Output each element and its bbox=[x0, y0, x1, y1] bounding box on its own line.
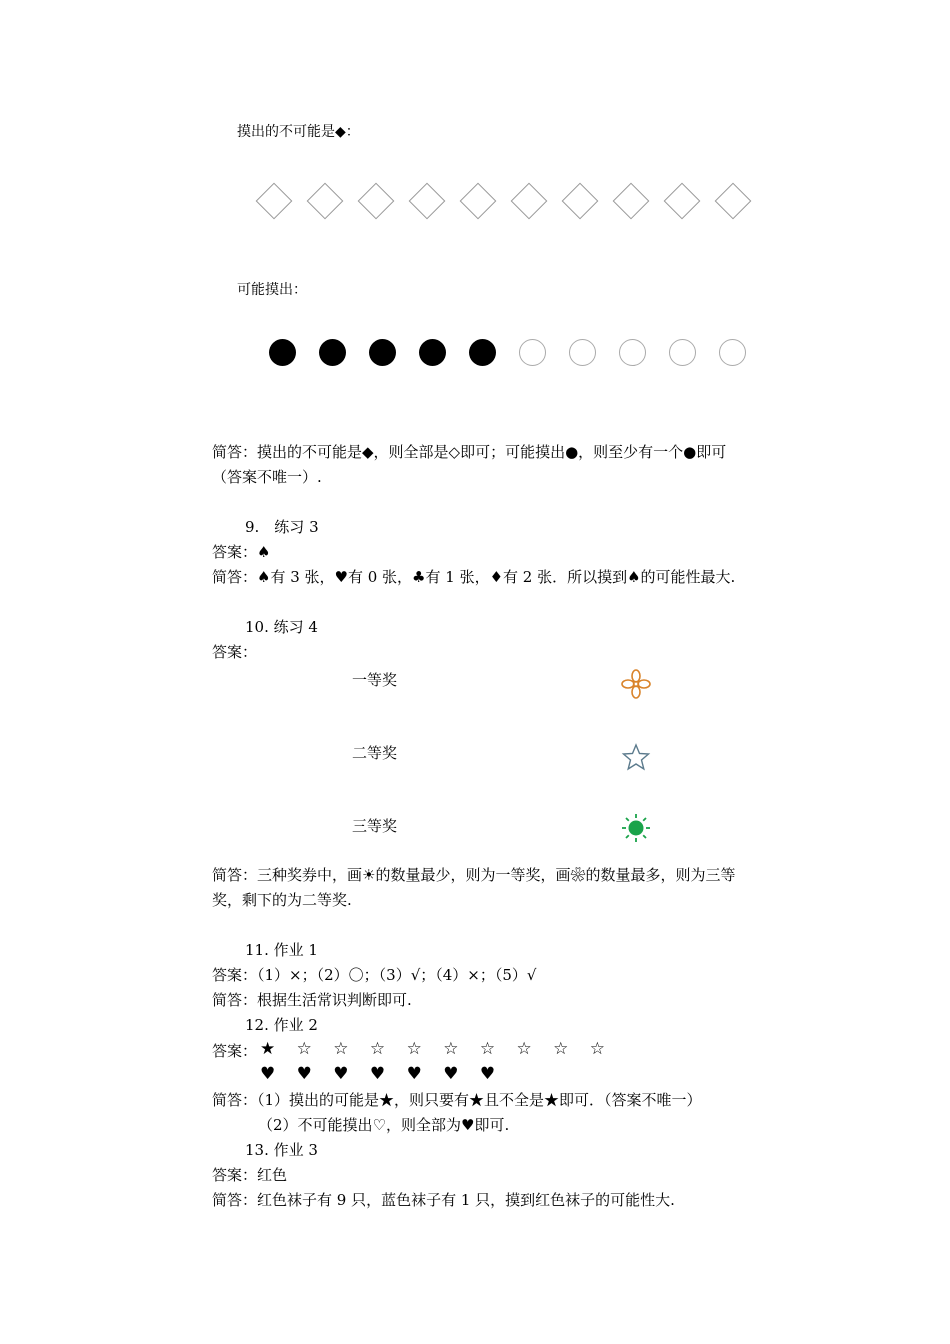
circle-row bbox=[269, 339, 769, 366]
hearts-row: ♥ ♥ ♥ ♥ ♥ ♥ ♥ bbox=[260, 1064, 504, 1084]
section13-heading: 13. 作业 3 bbox=[245, 1141, 318, 1159]
diamond-outline-icon bbox=[664, 183, 701, 220]
section10-explain-line1: 简答：三种奖券中，画☀的数量最少，则为一等奖，画❀的数量最多，则为三等 bbox=[212, 866, 736, 884]
empty-circle-icon bbox=[519, 339, 546, 366]
filled-circle-icon bbox=[419, 339, 446, 366]
sun-icon bbox=[620, 812, 652, 844]
star-outline-icon bbox=[620, 741, 652, 773]
diamond-outline-icon bbox=[511, 183, 548, 220]
stars-row: ★ ☆ ☆ ☆ ☆ ☆ ☆ ☆ ☆ ☆ bbox=[260, 1039, 614, 1059]
diamond-outline-icon bbox=[256, 183, 293, 220]
possible-draw-label: 可能摸出： bbox=[237, 282, 307, 298]
section9-heading: 9. 练习 3 bbox=[245, 518, 319, 536]
filled-circle-icon bbox=[369, 339, 396, 366]
section9-explain: 简答：♠有 3 张，♥有 0 张，♣有 1 张，♦有 2 张．所以摸到♠的可能性最大. bbox=[212, 568, 736, 586]
cannot-draw-label: 摸出的不可能是◆： bbox=[237, 124, 360, 140]
section12-answer-prefix: 答案： bbox=[212, 1042, 258, 1060]
diamond-outline-icon bbox=[307, 183, 344, 220]
section8-answer-line2: （答案不唯一）. bbox=[212, 468, 322, 486]
prize-third-label: 三等奖 bbox=[352, 817, 398, 835]
section12-heading: 12. 作业 2 bbox=[245, 1016, 318, 1034]
section8-answer-line1: 简答：摸出的不可能是◆，则全部是◇即可；可能摸出●，则至少有一个●即可 bbox=[212, 443, 727, 461]
prize-first-label: 一等奖 bbox=[352, 671, 398, 689]
section11-answer: 答案：（1）×；（2）〇；（3）√；（4）×；（5）√ bbox=[212, 966, 537, 984]
diamond-outline-icon bbox=[358, 183, 395, 220]
diamond-outline-icon bbox=[715, 183, 752, 220]
filled-circle-icon bbox=[319, 339, 346, 366]
section13-answer: 答案：红色 bbox=[212, 1166, 288, 1184]
filled-circle-icon bbox=[469, 339, 496, 366]
empty-circle-icon bbox=[619, 339, 646, 366]
diamond-outline-icon bbox=[613, 183, 650, 220]
section10-heading: 10. 练习 4 bbox=[245, 618, 318, 636]
filled-circle-icon bbox=[269, 339, 296, 366]
flower-icon bbox=[620, 668, 652, 700]
section12-explain-line1: 简答：（1）摸出的可能是★，则只要有★且不全是★即可．（答案不唯一） bbox=[212, 1091, 702, 1109]
section13-explain: 简答：红色袜子有 9 只，蓝色袜子有 1 只，摸到红色袜子的可能性大. bbox=[212, 1191, 675, 1209]
section9-answer: 答案：♠ bbox=[212, 543, 271, 561]
empty-circle-icon bbox=[719, 339, 746, 366]
prize-second-label: 二等奖 bbox=[352, 744, 398, 762]
section11-explain: 简答：根据生活常识判断即可. bbox=[212, 991, 412, 1009]
diamond-outline-icon bbox=[562, 183, 599, 220]
section10-answer: 答案： bbox=[212, 643, 258, 661]
section11-heading: 11. 作业 1 bbox=[245, 941, 318, 959]
diamond-outline-icon bbox=[409, 183, 446, 220]
diamond-outline-icon bbox=[460, 183, 497, 220]
empty-circle-icon bbox=[669, 339, 696, 366]
diamond-row bbox=[261, 188, 771, 214]
section12-explain-line2: （2）不可能摸出♡，则全部为♥即可. bbox=[258, 1116, 510, 1134]
empty-circle-icon bbox=[569, 339, 596, 366]
section10-explain-line2: 奖，剩下的为二等奖. bbox=[212, 891, 352, 909]
